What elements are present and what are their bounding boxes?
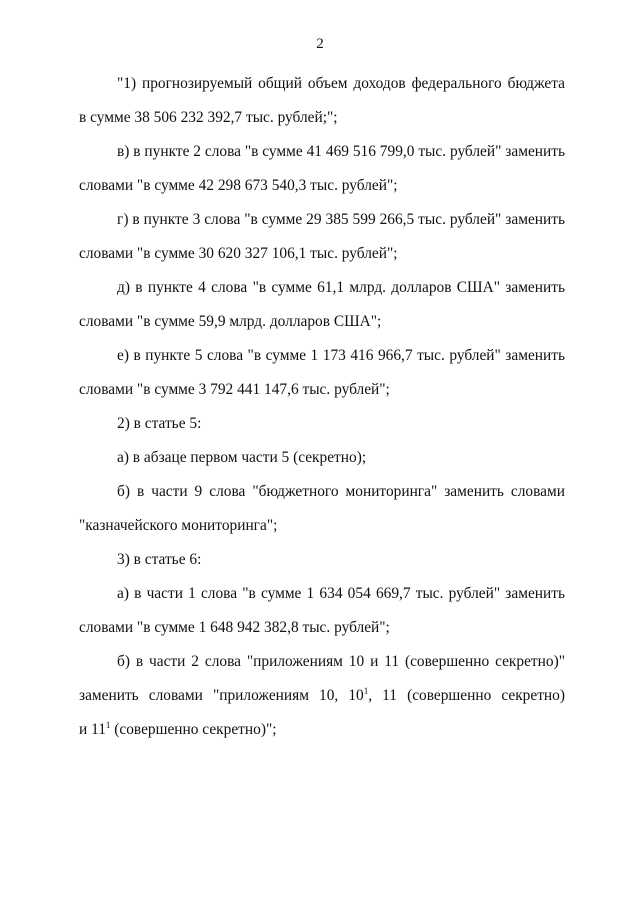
text-line xyxy=(79,549,565,583)
superscript: 1 xyxy=(363,686,369,696)
document-body xyxy=(79,73,565,753)
line-text: в) в пункте 2 слова "в сумме 41 469 516 799,0 тыс. рублей" заменить xyxy=(117,143,565,160)
text-line xyxy=(79,583,565,617)
paragraph xyxy=(79,277,565,345)
text-line xyxy=(79,685,565,719)
line-text: б) в части 9 слова "бюджетного мониторинга" заменить словами xyxy=(117,483,565,500)
text-line xyxy=(79,107,565,141)
paragraph xyxy=(79,413,565,447)
line-text: б) в части 2 слова "приложениям 10 и 11 (совершенно секретно)" xyxy=(117,653,565,670)
text-line xyxy=(79,209,565,243)
line-text: "казначейского мониторинга"; xyxy=(79,517,278,534)
text-line xyxy=(79,651,565,685)
line-text: "1) прогнозируемый общий объем доходов федерального бюджета xyxy=(117,75,565,92)
line-text: в сумме 38 506 232 392,7 тыс. рублей;"; xyxy=(79,109,338,126)
line-text: а) в части 1 слова "в сумме 1 634 054 669,7 тыс. рублей" заменить xyxy=(117,585,565,602)
line-text: а) в абзаце первом части 5 (секретно); xyxy=(117,449,367,466)
line-text: словами "в сумме 59,9 млрд. долларов США"; xyxy=(79,313,382,330)
text-line xyxy=(79,481,565,515)
text-line xyxy=(79,413,565,447)
paragraph xyxy=(79,209,565,277)
text-line xyxy=(79,243,565,277)
line-text: 2) в статье 5: xyxy=(117,415,202,432)
text-line xyxy=(79,515,565,549)
text-line xyxy=(79,617,565,651)
text-line xyxy=(79,719,565,753)
paragraph xyxy=(79,141,565,209)
line-text: г) в пункте 3 слова "в сумме 29 385 599 266,5 тыс. рублей" заменить xyxy=(117,211,565,228)
paragraph xyxy=(79,583,565,651)
paragraph xyxy=(79,345,565,413)
line-text: словами "в сумме 3 792 441 147,6 тыс. рублей"; xyxy=(79,381,390,398)
text-line xyxy=(79,175,565,209)
paragraph xyxy=(79,549,565,583)
text-line xyxy=(79,345,565,379)
text-line xyxy=(79,73,565,107)
paragraph xyxy=(79,73,565,141)
line-text: словами "в сумме 1 648 942 382,8 тыс. рублей"; xyxy=(79,619,390,636)
line-text: заменить словами "приложениям 10, 10 xyxy=(79,687,364,704)
paragraph xyxy=(79,447,565,481)
text-line xyxy=(79,379,565,413)
page-number: 2 xyxy=(316,36,324,52)
paragraph xyxy=(79,651,565,753)
line-text: е) в пункте 5 слова "в сумме 1 173 416 966,7 тыс. рублей" заменить xyxy=(117,347,565,364)
line-text: 3) в статье 6: xyxy=(117,551,202,568)
line-text: словами "в сумме 42 298 673 540,3 тыс. рублей"; xyxy=(79,177,398,194)
text-line xyxy=(79,311,565,345)
text-line xyxy=(79,141,565,175)
text-line xyxy=(79,447,565,481)
line-text-continued: (совершенно секретно)"; xyxy=(110,721,277,738)
line-text: словами "в сумме 30 620 327 106,1 тыс. рублей"; xyxy=(79,245,398,262)
paragraph xyxy=(79,481,565,549)
line-text: д) в пункте 4 слова "в сумме 61,1 млрд. долларов США" заменить xyxy=(117,279,565,296)
line-text-continued: , 11 (совершенно секретно) xyxy=(368,687,565,704)
superscript: 1 xyxy=(105,720,111,730)
line-text: и 11 xyxy=(79,721,106,738)
text-line xyxy=(79,277,565,311)
